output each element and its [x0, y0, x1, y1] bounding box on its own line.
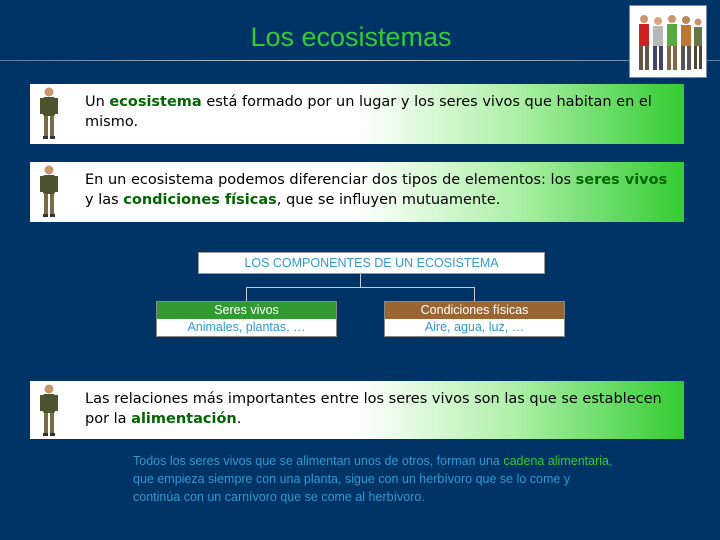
person-figure-icon — [34, 164, 64, 218]
elements-text: En un ecosistema podemos diferenciar dos tipos de elementos: los seres vivos y las condiciones físicas, que se influyen mutuamente. — [85, 172, 668, 208]
keyword-ecosistema: ecosistema — [109, 94, 202, 110]
definition-card — [30, 84, 684, 144]
diagram-node-condiciones-fisicas — [384, 301, 565, 337]
relations-card — [30, 381, 684, 439]
diagram-connector — [246, 287, 247, 301]
diagram-connector — [474, 287, 475, 301]
diagram-connector — [246, 287, 474, 288]
keyword-cadena-alimentaria: cadena alimentaria — [503, 454, 609, 468]
elements-card — [30, 162, 684, 222]
people-group-image — [629, 5, 707, 78]
diagram-connector — [360, 274, 361, 287]
food-chain-note: Todos los seres vivos que se alimentan unos de otros, forman una cadena alimentaria, que empieza siempre con una planta, sigue con un herbívoro que se lo come y continúa con un carnívoro que se come al herbívoro. — [133, 454, 613, 504]
node-body: Aire, agua, luz, … — [385, 319, 564, 336]
definition-text: Un ecosistema está formado por un lugar y los seres vivos que habitan en el mismo. — [85, 94, 652, 130]
person-figure-icon — [34, 86, 64, 140]
relations-text: Las relaciones más importantes entre los seres vivos son las que se establecen por la alimentación. — [85, 391, 662, 427]
keyword-seres-vivos: seres vivos — [575, 172, 668, 188]
title-divider — [0, 60, 720, 61]
keyword-alimentacion: alimentación — [131, 411, 237, 427]
diagram-node-seres-vivos — [156, 301, 337, 337]
node-head: Seres vivos — [157, 302, 336, 319]
page-title: Los ecosistemas — [250, 22, 452, 52]
node-body: Animales, plantas, … — [157, 319, 336, 336]
node-head: Condiciones físicas — [385, 302, 564, 319]
diagram-root-node: LOS COMPONENTES DE UN ECOSISTEMA — [198, 252, 545, 274]
person-figure-icon — [34, 383, 64, 437]
keyword-condiciones-fisicas: condiciones físicas — [123, 192, 277, 208]
